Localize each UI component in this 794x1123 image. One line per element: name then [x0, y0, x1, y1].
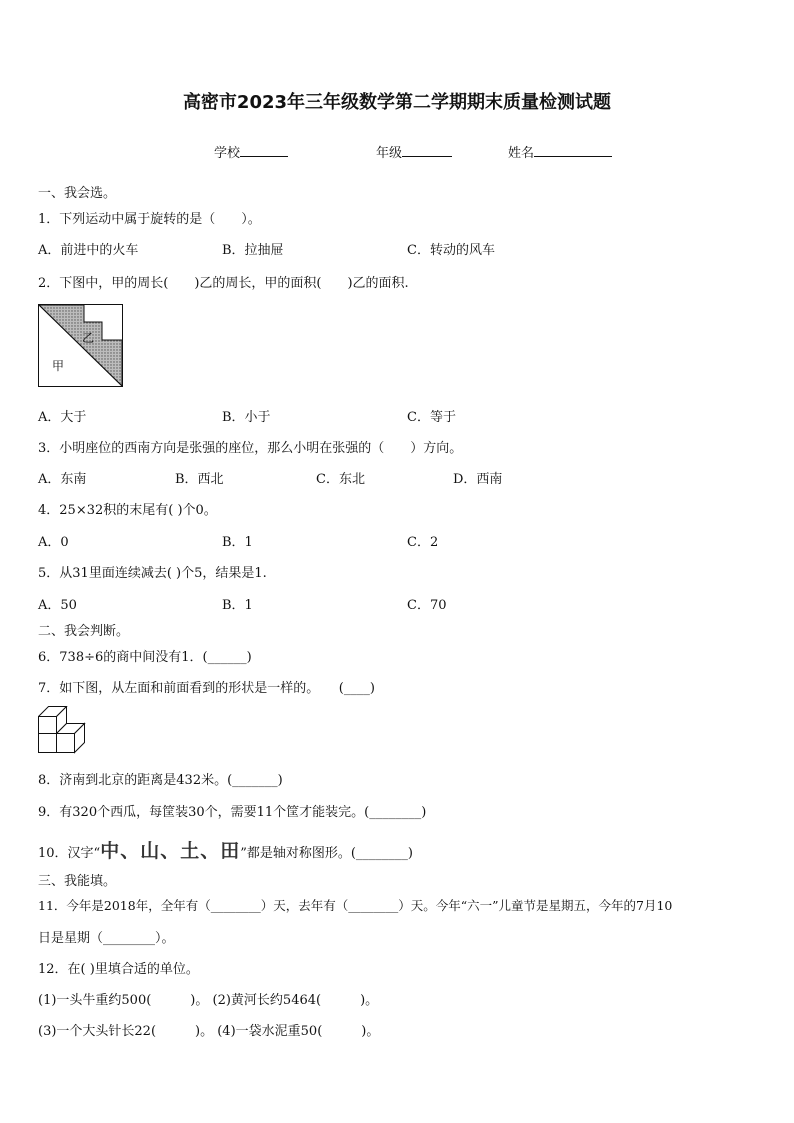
q3-option-c: C．东北	[316, 472, 365, 487]
name-blank[interactable]	[534, 144, 612, 157]
name-label: 姓名	[508, 146, 535, 161]
section-2-heading: 二、我会判断。	[38, 624, 130, 639]
q2-option-a: A．大于	[38, 410, 87, 425]
grade-blank[interactable]	[402, 144, 452, 157]
question-1: 1．下列运动中属于旋转的是（ ）。	[38, 212, 261, 227]
q3-option-b: B．西北	[175, 472, 224, 487]
school-field	[214, 142, 288, 161]
question-7: 7．如下图，从左面和前面看到的形状是一样的。 (____)	[38, 681, 375, 696]
question-3: 3．小明座位的西南方向是张强的座位，那么小明在张强的（ ）方向。	[38, 441, 463, 456]
q7-cube-figure	[38, 706, 90, 756]
q7-cubes	[39, 707, 85, 753]
question-12-line-1: (1)一头牛重约500( )。 (2)黄河长约5464( )。	[38, 993, 379, 1008]
q2-option-b: B．小于	[222, 410, 271, 425]
q2-staircase-figure	[38, 304, 126, 388]
q10-prefix: 10．汉字“	[38, 846, 101, 861]
q5-option-c: C．70	[407, 598, 447, 613]
q2-label-a: 甲	[52, 359, 65, 373]
section-3-heading: 三、我能填。	[38, 874, 117, 889]
question-11-line-1: 11．今年是2018年，全年有（________）天，去年有（________）天。今年“六一”儿童节是星期五，今年的7月10	[38, 898, 673, 913]
question-2: 2．下图中，甲的周长( )乙的周长，甲的面积( )乙的面积.	[38, 276, 409, 291]
q4-option-b: B．1	[222, 535, 253, 550]
q4-option-a: A．0	[38, 535, 69, 550]
grade-field	[376, 142, 452, 161]
question-8: 8．济南到北京的距离是432米。(_______)	[38, 773, 283, 788]
question-9: 9．有320个西瓜，每筐装30个，需要11个筐才能装完。(________)	[38, 805, 427, 820]
q3-option-d: D．西南	[453, 472, 503, 487]
school-blank[interactable]	[240, 144, 288, 157]
question-4: 4．25×32积的末尾有( )个0。	[38, 503, 217, 518]
q10-suffix: ”都是轴对称图形。(________)	[240, 846, 414, 861]
question-12-line-2: (3)一个大头针长22( )。 (4)一袋水泥重50( )。	[38, 1024, 380, 1039]
question-12: 12．在( )里填合适的单位。	[38, 962, 199, 977]
q2-option-c: C．等于	[407, 410, 456, 425]
page-title: 高密市2023年三年级数学第二学期期末质量检测试题	[182, 92, 612, 113]
question-6: 6．738÷6的商中间没有1．(______)	[38, 650, 252, 665]
section-1-heading: 一、我会选。	[38, 186, 117, 201]
q1-option-c: C．转动的风车	[407, 243, 495, 258]
grade-label: 年级	[376, 146, 403, 161]
q2-label-b: 乙	[82, 331, 95, 345]
q1-option-a: A．前进中的火车	[38, 243, 139, 258]
name-field	[508, 142, 612, 161]
question-11-line-2: 日是星期（________）。	[38, 931, 175, 946]
q10-characters: 中、山、土、田	[100, 840, 241, 862]
question-10	[38, 836, 413, 863]
question-5: 5．从31里面连续减去( )个5，结果是1.	[38, 566, 267, 581]
school-label: 学校	[214, 146, 241, 161]
q5-option-a: A．50	[38, 598, 77, 613]
q4-option-c: C．2	[407, 535, 439, 550]
q1-option-b: B．拉抽屉	[222, 243, 284, 258]
q3-option-a: A．东南	[38, 472, 87, 487]
q5-option-b: B．1	[222, 598, 253, 613]
